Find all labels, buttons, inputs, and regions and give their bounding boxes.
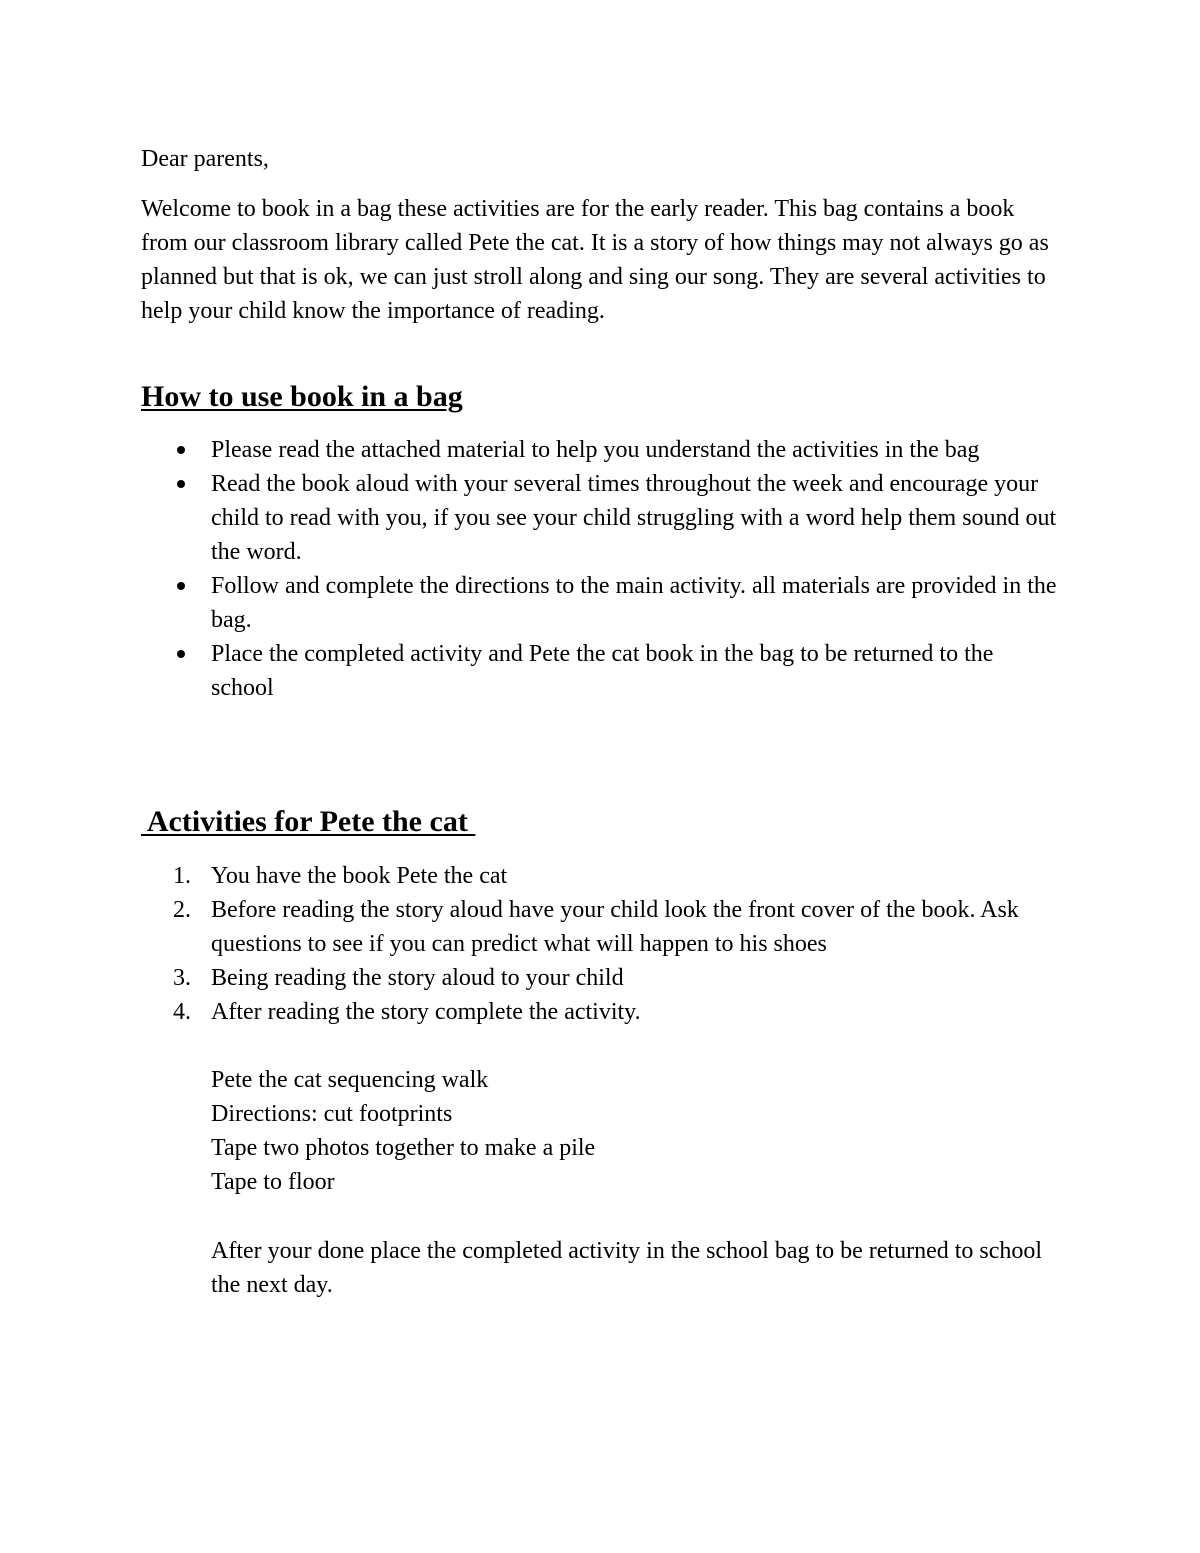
list-item-text: Please read the attached material to help you understand the activities in the bag [211,437,980,463]
activities-list [141,859,1061,1029]
bullet-icon [177,446,185,454]
list-item [141,467,1061,569]
step-number: 3. [173,965,191,991]
list-item [141,961,1061,995]
list-item-text: Before reading the story aloud have your child look the front cover of the book. Ask questions to see if you can predict what will happen to his shoes [211,897,1019,957]
list-item-text: Follow and complete the directions to the main activity. all materials are provided in the bag. [211,573,1057,633]
list-item [141,995,1061,1029]
list-item [141,637,1061,705]
list-item-text: After reading the story complete the activity. [211,999,641,1025]
step-number: 2. [173,897,191,923]
step-number: 4. [173,999,191,1025]
directions-line: Tape two photos together to make a pile [211,1135,596,1161]
step-number: 1. [173,863,191,889]
directions-line: Directions: cut footprints [211,1101,453,1127]
list-item-text: You have the book Pete the cat [211,863,508,889]
bullet-icon [177,480,185,488]
directions-line: Tape to floor [211,1169,335,1195]
list-item-text: Read the book aloud with your several times throughout the week and encourage your child to read with you, if you see your child struggling with a word help them sound out the word. [211,471,1057,565]
closing-paragraph: After your done place the completed activity in the school bag to be returned to school the next day. [211,1238,1043,1298]
list-item [141,893,1061,961]
section-heading-activities: Activities for Pete the cat [141,805,476,838]
bullet-icon [177,650,185,658]
list-item-text: Being reading the story aloud to your child [211,965,624,991]
greeting: Dear parents, [141,146,269,172]
list-item-text: Place the completed activity and Pete the cat book in the bag to be returned to the school [211,641,994,701]
intro-paragraph: Welcome to book in a bag these activities are for the early reader. This bag contains a book from our classroom library called Pete the cat. It is a story of how things may not always go as planned but that is ok, we can just stroll along and sing our song. They are several activities to help your child know the importance of reading. [141,196,1049,324]
section-heading-how-to-use: How to use book in a bag [141,380,463,413]
instructions-list [141,433,1061,705]
list-item [141,859,1061,893]
list-item [141,433,1061,467]
directions-line: Pete the cat sequencing walk [211,1067,489,1093]
bullet-icon [177,582,185,590]
list-item [141,569,1061,637]
activity-directions [211,1063,595,1199]
